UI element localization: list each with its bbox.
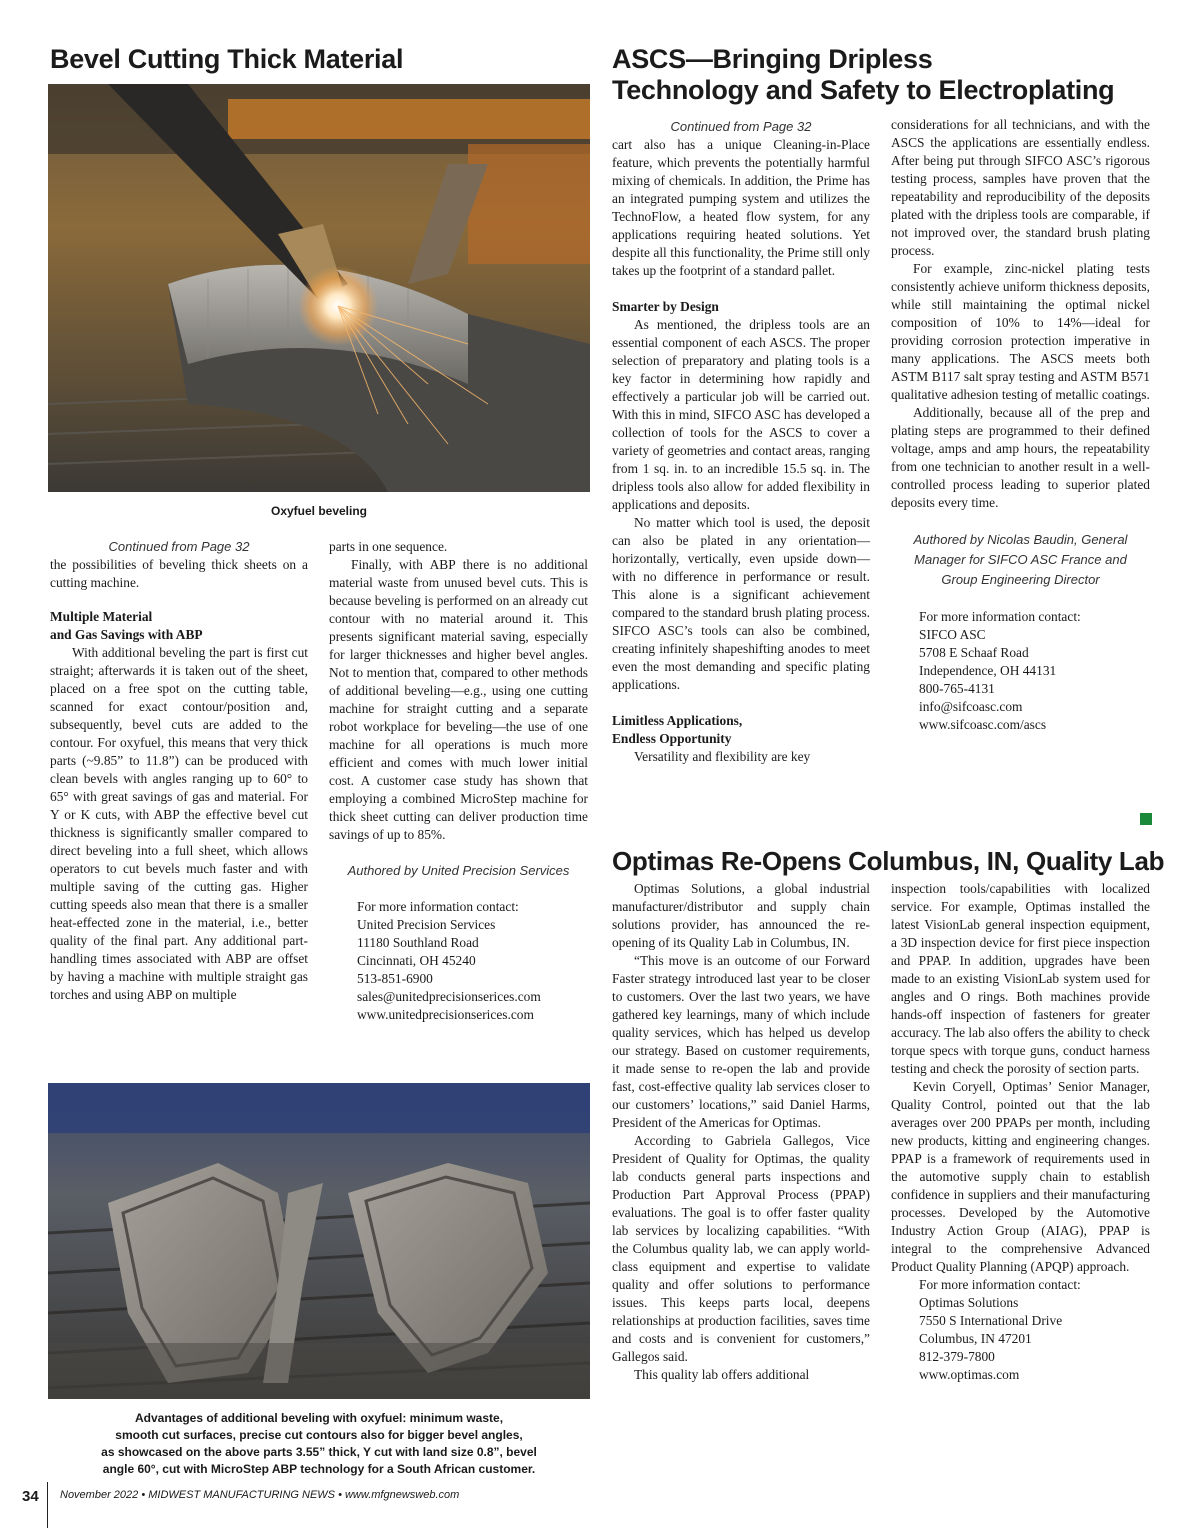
paragraph: Optimas Solutions, a global industrial manufacturer/distributor and supply chain solutions provider, has announced the re-opening of its Quality Lab in Columbus, IN. — [612, 881, 870, 950]
optimas-col1 — [612, 880, 870, 1384]
paragraph: the possibilities of beveling thick sheets on a cutting machine. — [50, 557, 308, 590]
paragraph: considerations for all technicians, and with the ASCS the applications are essentially endless. After being put through SIFCO ASC’s rigorous testing process, samples have proven that the repeatability and reproducibility of the deposits plated with the dripless tools are comparable, if not improved over, the standard brush plating process. — [891, 117, 1150, 258]
paragraph: This quality lab offers additional — [634, 1367, 810, 1382]
paragraph: Versatility and flexibility are key — [634, 749, 811, 764]
continued-note: Continued from Page 32 — [670, 119, 812, 134]
footer-rule — [47, 1482, 48, 1528]
paragraph: With additional beveling the part is first cut straight; afterwards it is taken out of the sheet, placed on a free spot on the cutting table, scanned for exact contour/position and, subsequently, bevel cuts are added to the contour. For oxyfuel, this means that very thick parts (~9.85” to 11.8”) can be produced with clean bevels with angles ranging up to 60° to 65° with great savings of gas and material. For Y or K cuts, with ABP the effective bevel cut thickness is significantly smaller compared to direct beveling into a full sheet, which allows operators to cut bevels much faster and with multiple saving of the cutting gas. Higher cutting speeds also mean that there is a smaller heat-effected zone in the material, i.e., better quality of the final part. Any additional part-handling times associated with ABP are offset by having a machine with multiple straight gas torches and using ABP on multiple — [50, 645, 308, 1002]
contact-block: For more information contact: United Precision Services 11180 Southland Road Cincinnati, OH 45240 513-851-6900 sales@unitedprecisionserices.com www.unitedprecisionserices.com — [357, 899, 541, 1022]
optimas-col2 — [891, 880, 1150, 1384]
paragraph: inspection tools/capabilities with localized service. For example, Optimas installed the latest VisionLab general inspection equipment, a 3D inspection device for first piece inspection and PPAP. In addition, upgrades have been made to an existing VisionLab system used for angles and O rings. Both machines provide hands-off inspection of fasteners for greater accuracy. The lab also offers the ability to check torque specs with torque guns, conduct harness testing and check the porosity of section parts. — [891, 881, 1150, 1076]
top-photo-caption: Oxyfuel beveling — [270, 504, 368, 518]
paragraph: According to Gabriela Gallegos, Vice President of Quality for Optimas, the quality lab conducts general parts inspections and Production Part Approval Process (PPAP) evaluations. The goal is to offer faster quality lab services by localizing capabilities. “With the Columbus quality lab, we can apply world-class equipment and expertise to validate quality and offer solutions to performance issues. This keeps parts local, deepens relationships at production facilities, saves time and costs and is convenient for customers,” Gallegos said. — [612, 1133, 870, 1364]
left-article-title: Bevel Cutting Thick Material — [50, 44, 404, 74]
byline: Authored by Nicolas Baudin, General Manager for SIFCO ASC France and Group Engineering Director — [913, 532, 1128, 587]
paragraph: Additionally, because all of the prep and plating steps are programmed to their defined voltage, amps and amp hours, the repeatability from one technician to another result in a well-controlled process leading to superior plated deposits every time. — [891, 405, 1150, 510]
optimas-article-title: Optimas Re-Opens Columbus, IN, Quality Lab — [612, 846, 1165, 876]
ascs-col1 — [612, 118, 870, 766]
beveled-parts-photo — [48, 1083, 590, 1399]
left-article-col2 — [329, 538, 588, 1024]
paragraph: As mentioned, the dripless tools are an essential component of each ASCS. The proper selection of preparatory and plating tools is a key factor in determining how rapidly and effectively a particular job will be carried out. With this in mind, SIFCO ASC has developed a collection of tools for the ASCS to cover a variety of geometries and contact areas, ranging from 1 sq. in. to an incredible 15.5 sq. in. The dripless tools also allow for added flexibility in applications and deposits. — [612, 317, 870, 512]
end-mark-icon — [1140, 813, 1152, 825]
oxyfuel-beveling-photo — [48, 84, 590, 492]
paragraph: For example, zinc-nickel plating tests consistently achieve uniform thickness deposits, while still maintaining the optimal nickel composition of 10% to 14%—ideal for providing corrosion protection imperative in many applications. The ASCS meets both ASTM B117 salt spray testing and ASTM B571 qualitative adhesion testing of metallic coatings. — [891, 261, 1150, 402]
bottom-photo-caption: Advantages of additional beveling with oxyfuel: minimum waste, smooth cut surfaces, precise cut contours also for bigger bevel angles, as showcased on the above parts 3.55” thick, Y cut with land size 0.8”, bevel angle 60°, cut with MicroStep ABP technology for a South African customer. — [101, 1411, 537, 1476]
paragraph: parts in one sequence. — [329, 539, 448, 554]
paragraph: Kevin Coryell, Optimas’ Senior Manager, Quality Control, pointed out that the lab averages over 200 PPAPs per month, including new products, kitting and engineering changes. PPAP is a framework of requirements used in the automotive supply chain to establish confidence in suppliers and their manufacturing processes. Developed by the Automotive Industry Action Group (AIAG), PPAP is integral to the comprehensive Advanced Product Quality Planning (APQP) approach. — [891, 1079, 1150, 1274]
byline: Authored by United Precision Services — [347, 863, 570, 878]
paragraph: “This move is an outcome of our Forward Faster strategy introduced last year to be closer to customers. Over the last two years, we have gathered key learnings, many of which include quality services, which has helped us develop our strategy. Based on customer requirements, it made sense to re-open the lab and provide fast, cost-effective quality lab services closer to our customers’ locations,” said Daniel Harms, President of the Americas for Optimas. — [612, 953, 870, 1130]
subheading: Multiple Material and Gas Savings with ABP — [50, 609, 203, 642]
ascs-article-title: ASCS—Bringing Dripless Technology and Safety to Electroplating — [612, 44, 1115, 105]
paragraph: cart also has a unique Cleaning-in-Place feature, which prevents the potentially harmful mixing of chemicals. In addition, the Prime has an integrated pumping system and utilizes the TechnoFlow, a heated flow system, for any applications requiring heated solutions. Yet despite all this functionality, the Prime still only takes up the footprint of a standard pallet. — [612, 137, 870, 278]
contact-block: For more information contact: Optimas Solutions 7550 S International Drive Columbus, IN 47201 812-379-7800 www.optimas.com — [919, 1277, 1081, 1382]
paragraph: Finally, with ABP there is no additional material waste from unused bevel cuts. This is because beveling is performed on an already cut contour with no material around it. This presents significant material saving, especially for larger thicknesses and higher bevel angles. Not to mention that, compared to other methods of additional beveling—e.g., using one cutting machine for straight cutting and a separate robot workplace for beveling—the use of one machine for all operations is much more efficient and comes with much lower initial cost. A customer case study has shown that employing a combined MicroStep machine for thick sheet cutting can deliver production time savings of up to 85%. — [329, 557, 588, 842]
continued-note: Continued from Page 32 — [108, 539, 250, 554]
page-number: 34 — [22, 1488, 39, 1505]
subheading: Limitless Applications, Endless Opportunity — [612, 713, 743, 746]
subheading: Smarter by Design — [612, 299, 719, 314]
paragraph: No matter which tool is used, the deposit can also be plated in any orientation—horizontally, vertically, even upside down—with no difference in performance or result. This alone is a significant achievement compared to the standard brush plating process. SIFCO ASC’s tools can also be combined, creating infinitely shapeshifting anodes to meet even the most demanding and specific plating applications. — [612, 515, 870, 692]
footer-text: November 2022 • MIDWEST MANUFACTURING NEWS • www.mfgnewsweb.com — [60, 1489, 460, 1501]
contact-block: For more information contact: SIFCO ASC 5708 E Schaaf Road Independence, OH 44131 800-765-4131 info@sifcoasc.com www.sifcoasc.com/ascs — [919, 609, 1081, 732]
ascs-col2 — [891, 116, 1150, 734]
left-article-col1 — [50, 538, 308, 1004]
